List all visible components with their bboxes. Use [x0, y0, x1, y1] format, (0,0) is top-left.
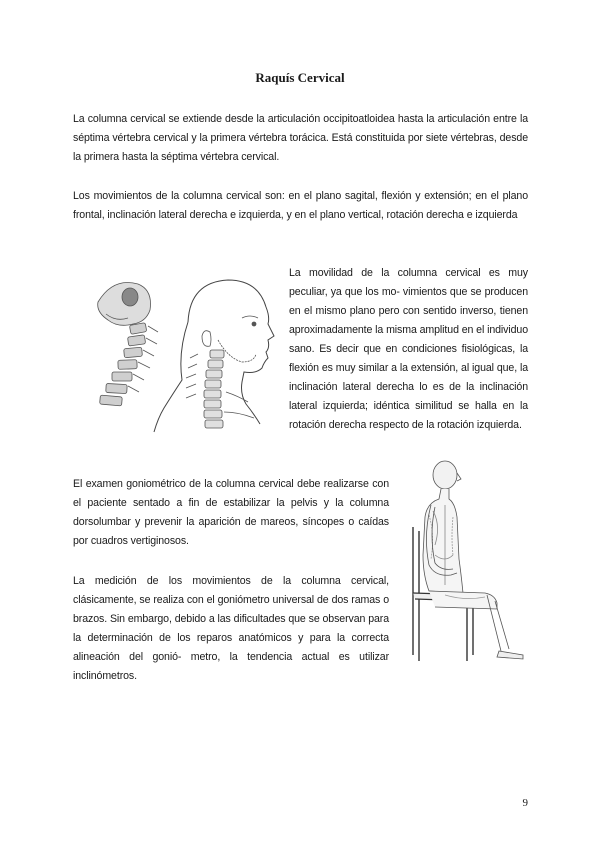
- seated-patient-illustration: [405, 455, 530, 665]
- paragraph-measurement: La medición de los movimientos de la columna cervical, clásicamente, se realiza con el goniómetro universal de dos ramas o brazos. Sin embargo, debido a las dificultades que se observan para la determinación de los reparos anatómicos y para la correcta alineación del gonió- metro, la tendencia actual es utilizar inclinómetros.: [73, 575, 389, 682]
- page-number: 9: [522, 797, 528, 809]
- paragraph-movements: Los movimientos de la columna cervical son: en el plano sagital, flexión y extensión; en el plano frontal, inclinación lateral derecha e izquierda, y en el plano vertical, rotación derecha e izquierda: [73, 190, 528, 221]
- cervical-spine-illustration: [78, 262, 280, 438]
- page-title: Raquís Cervical: [255, 70, 345, 85]
- paragraph-mobility: La movilidad de la columna cervical es muy peculiar, ya que los mo- vimientos que se producen en el mismo plano pero con sentido inverso, tienen aproximadamente la misma amplitud en el individuo sano. Es decir que en condiciones fisiológicas, la flexión es muy similar a la extensión, al igual que, la inclinación lateral derecha lo es de la inclinación lateral izquierda; idéntica similitud se halla en la rotación derecha respecto de la rotación izquierda.: [289, 267, 528, 431]
- paragraph-goniometric-exam: El examen goniométrico de la columna cervical debe realizarse con el paciente sentado a fin de estabilizar la pelvis y la columna dorsolumbar y prevenir la aparición de mareos, síncopes o caídas por cuadros vertiginosos.: [73, 478, 389, 547]
- paragraph-definition: La columna cervical se extiende desde la articulación occipitoatloidea hasta la articulación entre la séptima vértebra cervical y la primera vértebra torácica. Está constituida por siete vértebras, desde la primera hasta la séptima vértebra cervical.: [73, 113, 528, 163]
